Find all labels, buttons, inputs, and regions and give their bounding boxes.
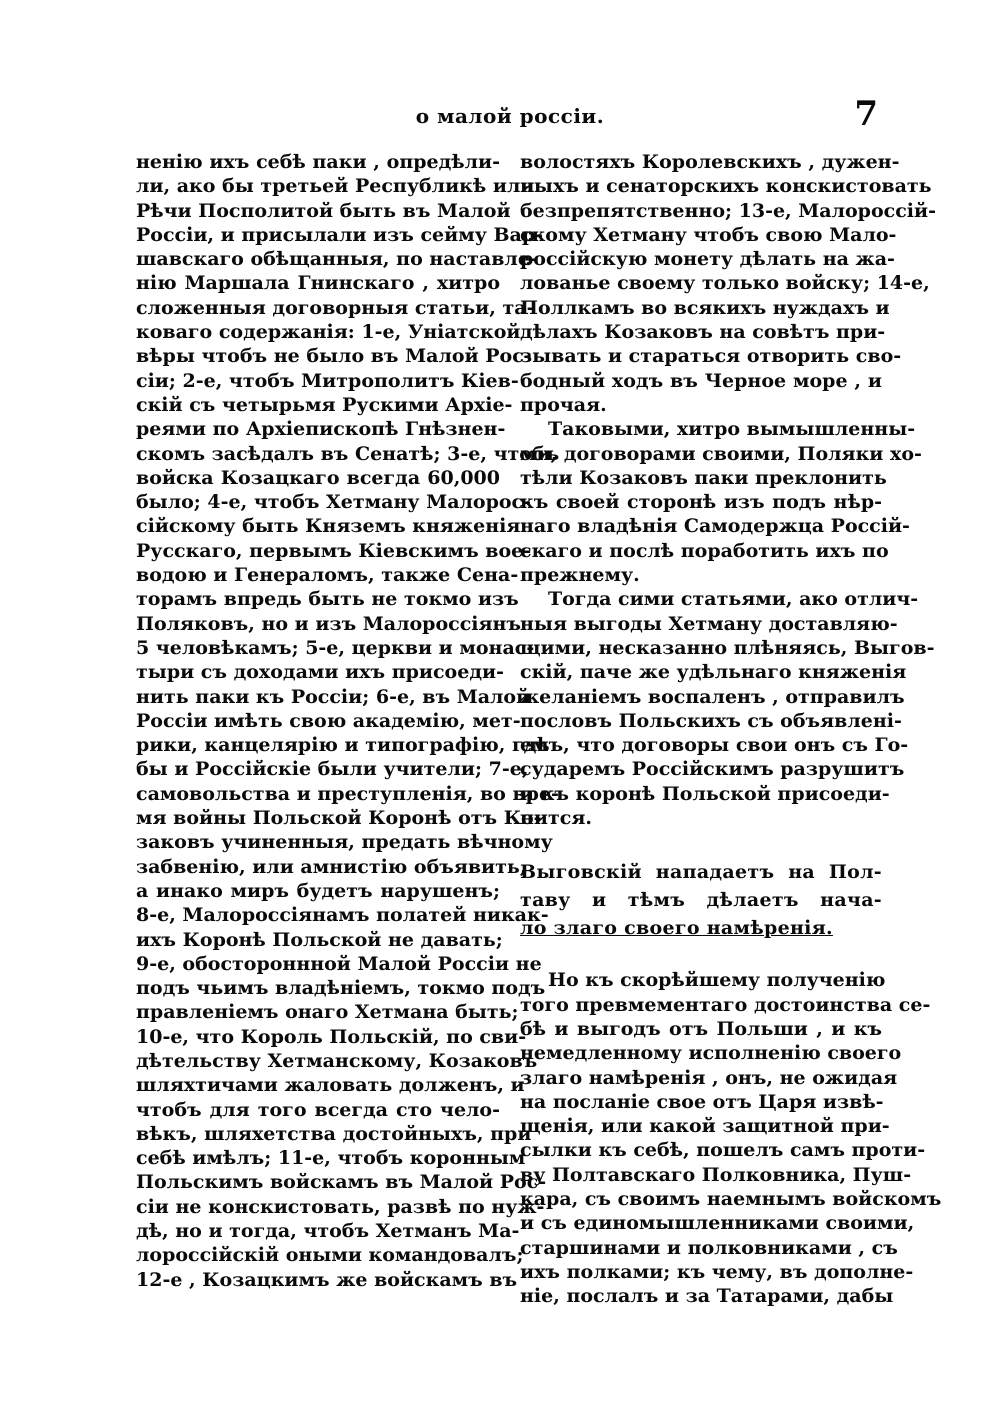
text-line: зывать и стараться отворить сво- [520,345,902,368]
text-line: немедленному исполненію своего [520,1042,902,1065]
text-line: 12-е , Козацкимъ же войскамъ въ [136,1268,518,1291]
text-line: 9-е, обостороннной Малой Россіи не [136,952,542,975]
text-line: коваго содержанія: 1-е, Уніатской [136,321,521,344]
text-line: ненію ихъ себѣ паки , опредѣли- [136,151,500,173]
text-line: нить паки къ Россіи; 6-е, въ Малой [136,685,531,708]
text-line: скомъ засѣдалъ въ Сенатѣ; 3-е, чтобъ [136,442,560,465]
text-line: желаніемъ воспаленъ , отправилъ [520,685,905,708]
text-line: Россіи, и присылали изъ сейму Вар- [136,223,544,246]
text-line: 10-е, что Король Польскій, по сви- [136,1025,527,1048]
text-line: емъ, что договоры свои онъ съ Го- [520,734,909,757]
text-line: ныя выгоды Хетману доставляю- [520,612,898,635]
text-line: россійскую монету дѣлать на жа- [520,248,895,271]
text-line: дѣлахъ Козаковъ на совѣтъ при- [520,321,886,344]
text-line: самовольства и преступленія, во вре- [136,782,559,805]
text-line: кара, съ своимъ наемнымъ войскомъ [520,1187,942,1210]
text-line: 8-е, Малороссіянамъ полатей никак- [136,904,549,927]
text-line: сійскому быть Княземъ княженія [136,515,521,538]
text-line: вѣкъ, шляхетства достойныхъ, при [136,1122,532,1145]
text-line: ніе, послалъ и за Татарами, дабы [520,1285,894,1308]
text-line: забвенію, или амнистію объявить, [136,855,527,878]
heading-line: Выговскій нападаетъ на Пол- [520,861,882,884]
text-line: тѣли Козаковъ паки преклонить [520,466,887,489]
text-line: правленіемъ онаго Хетмана быть; [136,1001,519,1024]
paragraph-2 [520,417,922,587]
text-line: вѣры чтобъ не было въ Малой Рос- [136,345,532,368]
text-line: сіи не конскистовать, развѣ по нуж- [136,1195,545,1218]
running-head [130,94,900,140]
paragraph-4 [520,968,942,1308]
page-number: 7 [854,94,878,134]
text-line: подъ чьимъ владѣніемъ, токмо подъ [136,977,546,1000]
paragraph-3 [520,587,935,830]
text-line: ихъ полками; къ чему, въ дополне- [520,1260,914,1283]
text-line: лованье своему только войску; 14-е, [520,272,930,295]
text-line: на посланіе свое отъ Царя извѣ- [520,1090,884,1113]
text-line: тыри съ доходами ихъ присоеди- [136,661,504,684]
text-line: бодный ходъ въ Черное море , и [520,369,882,392]
text-line: наго владѣнія Самодержца Россій- [520,515,910,538]
text-line: дѣ, но и тогда, чтобъ Хетманъ Ма- [136,1220,520,1243]
text-line: 5 человѣкамъ; 5-е, церкви и монас- [136,636,535,659]
text-line: сіи; 2-е, чтобъ Митрополитъ Кіев- [136,369,519,392]
text-line: Рѣчи Посполитой быть въ Малой [136,199,511,222]
text-line: безпрепятственно; 13-е, Малороссій- [520,199,936,222]
text-line: нію Маршала Гнинскаго , хитро [136,272,500,295]
text-line: Поляковъ, но и изъ Малороссіянъ [136,612,522,635]
text-line: нится. [520,807,592,830]
text-line: щими, несказанно плѣняясь, Выгов- [520,636,935,659]
paragraph-1 [520,150,936,417]
text-line: Польскимъ войскамъ въ Малой Рос- [136,1171,547,1194]
text-line: злаго намѣренія , онъ, не ожидая [520,1066,898,1089]
text-line: мя войны Польской Коронѣ отъ Ко- [136,807,542,830]
text-line: скій, паче же удѣльнаго княженія [520,661,907,684]
text-line: сложенныя договорныя статьи, та- [136,296,535,319]
text-line: того превмементаго достоинства се- [520,993,931,1016]
text-line: прежнему. [520,564,640,587]
text-line: скому Хетману чтобъ свою Мало- [520,223,897,246]
heading-line: ло злаго своего намѣренія. [520,917,833,940]
text-line: Но къ скорѣйшему полученію [548,969,886,992]
text-line: ихъ Коронѣ Польской не давать; [136,928,503,951]
section-heading [520,858,882,942]
running-title: о малой россіи. [415,104,605,128]
text-line: ву Полтавскаго Полковника, Пуш- [520,1163,912,1186]
text-line: ми, договорами своими, Поляки хо- [520,442,922,465]
text-line: заковъ учиненныя, предать вѣчному [136,831,553,854]
text-line: къ своей сторонѣ изъ подъ нѣр- [520,491,882,514]
text-line: шляхтичами жаловать долженъ, и [136,1074,525,1097]
text-line: Поллкамъ во всякихъ нуждахъ и [520,296,890,319]
text-line: себѣ имѣлъ; 11-е, чтобъ коронным [136,1147,526,1170]
text-line: пословъ Польскихъ съ объявлені- [520,709,902,732]
text-line: и съ единомышленниками своими, [520,1212,915,1235]
text-line: бѣ и выгодъ отъ Польши , и къ [520,1017,882,1040]
text-line: прочая. [520,393,607,416]
text-line: Тогда сими статьями, ако отлич- [548,588,919,611]
text-line: чтобъ для того всегда сто чело- [136,1098,500,1121]
text-line: лороссійскій оными командовалъ; [136,1244,524,1267]
text-line: скій съ четырьмя Рускими Архіе- [136,393,513,416]
text-line: Россіи имѣть свою академію, мет- [136,709,521,732]
text-line: водою и Генераломъ, также Сена- [136,564,519,587]
heading-line: таву и тѣмъ дѣлаетъ нача- [520,889,882,912]
text-line: Русскаго, первымъ Кіевскимъ вое- [136,539,532,562]
text-line: войска Козацкаго всегда 60,000 [136,466,500,489]
text-line: щенія, или какой защитной при- [520,1115,890,1138]
text-line: шавскаго обѣщанныя, по наставле- [136,248,538,271]
text-line: волостяхъ Королевскихъ , дужен- [520,151,900,173]
text-line: дѣтельству Хетманскому, Козаковъ [136,1049,538,1072]
text-line: старшинами и полковниками , съ [520,1236,898,1259]
text-line: ныхъ и сенаторскихъ конскистовать [520,175,932,198]
text-line: бы и Россійскіе были учители; 7-е, [136,758,529,781]
text-line: Таковыми, хитро вымышленны- [548,418,916,441]
text-line: а инако миръ будетъ нарушенъ; [136,879,500,902]
text-line: скаго и послѣ поработить ихъ по [520,539,889,562]
right-column [520,150,942,1424]
text-line: торамъ впредь быть не токмо изъ [136,588,519,611]
text-line: реями по Архіепископѣ Гнѣзнен- [136,418,506,441]
text-line: ли, ако бы третьей Республикѣ или [136,175,535,198]
text-line: рики, канцелярію и типографію, гдѣ [136,734,550,757]
text-line: и къ коронѣ Польской присоеди- [520,782,890,805]
text-line: сылки къ себѣ, пошелъ самъ проти- [520,1139,926,1162]
text-line: было; 4-е, чтобъ Хетману Малорос- [136,491,531,514]
text-line: сударемъ Россійскимъ разрушитъ [520,758,905,781]
